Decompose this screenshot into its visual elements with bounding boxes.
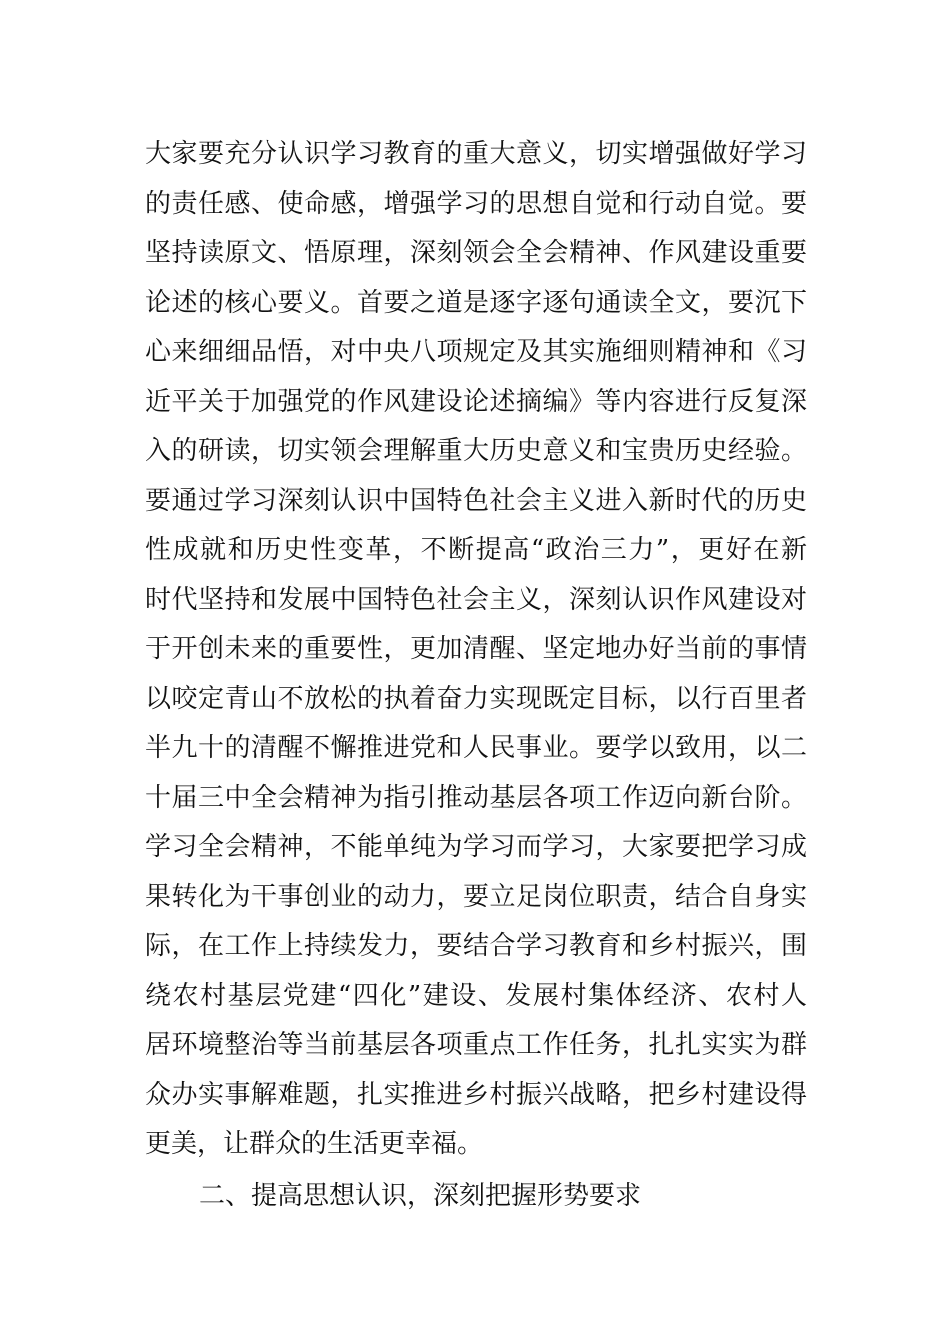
text-line: 更美，让群众的生活更幸福。: [145, 1129, 484, 1159]
text-line: 大家要充分认识学习教育的重大意义，切实增强做好学习: [145, 139, 807, 169]
text-line: 众办实事解难题，扎实推进乡村振兴战略，把乡村建设得: [145, 1079, 807, 1110]
text-line: 居环境整治等当前基层各项重点工作任务，扎扎实实为群: [145, 1030, 807, 1060]
section-heading: 二、提高思想认识，深刻把握形势要求: [199, 1181, 642, 1211]
text-line: 入的研读，切实领会理解重大历史意义和宝贵历史经验。: [145, 436, 807, 466]
text-line: 于开创未来的重要性，更加清醒、坚定地办好当前的事情: [145, 634, 807, 664]
text-line: 近平关于加强党的作风建设论述摘编》等内容进行反复深: [145, 386, 807, 417]
text-line: 的责任感、使命感，增强学习的思想自觉和行动自觉。要: [145, 188, 807, 219]
text-line: 以咬定青山不放松的执着奋力实现既定目标，以行百里者: [145, 683, 807, 714]
text-line: 际，在工作上持续发力，要结合学习教育和乡村振兴，围: [145, 931, 807, 961]
text-line: 性成就和历史性变革，不断提高“政治三力”，更好在新: [145, 535, 807, 565]
text-line: 论述的核心要义。首要之道是逐字逐句通读全文，要沉下: [145, 287, 807, 318]
text-line: 果转化为干事创业的动力，要立足岗位职责，结合自身实: [145, 881, 807, 912]
text-line: 半九十的清醒不懈推进党和人民事业。要学以致用，以二: [145, 733, 807, 763]
text-line: 时代坚持和发展中国特色社会主义，深刻认识作风建设对: [145, 584, 807, 615]
text-line: 十届三中全会精神为指引推动基层各项工作迈向新台阶。: [145, 782, 807, 813]
document-body: [145, 130, 807, 1222]
text-line: 要通过学习深刻认识中国特色社会主义进入新时代的历史: [145, 485, 807, 516]
paragraph: [145, 130, 807, 1170]
text-line: 绕农村基层党建“四化”建设、发展村集体经济、农村人: [145, 980, 807, 1011]
text-line: 学习全会精神，不能单纯为学习而学习，大家要把学习成: [145, 832, 807, 862]
text-line: 坚持读原文、悟原理，深刻领会全会精神、作风建设重要: [145, 238, 807, 268]
text-line: 心来细细品悟，对中央八项规定及其实施细则精神和《习: [145, 337, 807, 367]
